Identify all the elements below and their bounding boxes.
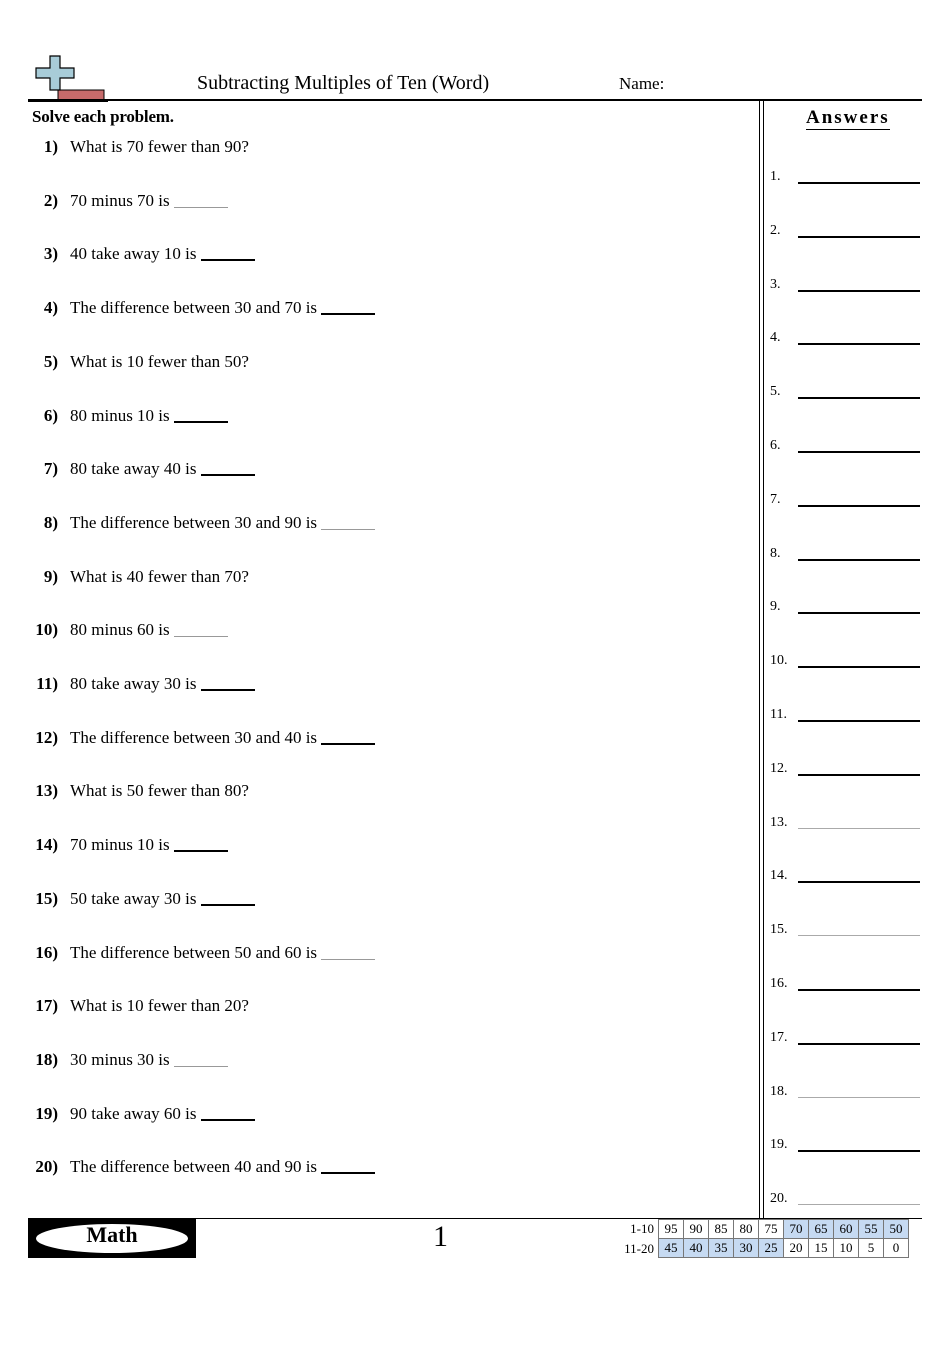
answer-number: 17. xyxy=(770,1029,788,1045)
problem-number: 8) xyxy=(43,512,58,532)
answer-blank[interactable] xyxy=(321,312,375,315)
answer-line[interactable] xyxy=(798,559,920,561)
answer-blank[interactable] xyxy=(321,528,375,530)
problem-text xyxy=(70,298,375,318)
problem-text xyxy=(70,567,249,587)
problem-number: 17) xyxy=(35,996,58,1016)
problem-text xyxy=(70,244,255,264)
answer-blank[interactable] xyxy=(174,420,228,423)
answer-line[interactable] xyxy=(798,343,920,345)
score-row xyxy=(659,1220,909,1239)
answer-blank[interactable] xyxy=(321,742,375,745)
problem-number: 1) xyxy=(43,137,58,156)
score-cell: 30 xyxy=(734,1239,759,1258)
answer-line-item xyxy=(770,330,920,352)
answer-line-item xyxy=(770,492,920,514)
problem-text-content: What is 40 fewer than 70? xyxy=(70,566,249,586)
problem-number: 5) xyxy=(43,351,58,371)
answer-line-item xyxy=(770,868,920,890)
problem-text-content: The difference between 30 and 90 is xyxy=(70,512,318,532)
answer-line-item xyxy=(770,922,920,944)
score-cell: 20 xyxy=(784,1239,809,1258)
answer-line-item xyxy=(770,761,920,783)
problem-text-content: The difference between 30 and 70 is xyxy=(70,298,318,318)
answer-line-item xyxy=(770,1137,920,1159)
problem-number: 13) xyxy=(35,781,58,801)
answer-blank[interactable] xyxy=(174,635,228,637)
instructions: Solve each problem. xyxy=(32,107,174,126)
score-table xyxy=(658,1219,909,1258)
score-cell: 60 xyxy=(834,1220,859,1239)
problem-text xyxy=(70,191,228,211)
problem-text xyxy=(70,1104,255,1124)
problem-text-content: The difference between 40 and 90 is xyxy=(70,1157,318,1177)
answer-number: 8. xyxy=(770,545,781,561)
answer-line[interactable] xyxy=(798,828,920,829)
answer-blank[interactable] xyxy=(321,1171,375,1174)
answer-column-divider xyxy=(759,101,760,1219)
problem-number: 2) xyxy=(43,190,58,210)
answer-number: 13. xyxy=(770,814,788,830)
problem-text xyxy=(70,835,228,855)
problem-text-content: 30 minus 30 is xyxy=(70,1049,170,1069)
answer-blank[interactable] xyxy=(201,473,255,476)
answer-number: 7. xyxy=(770,491,781,507)
answer-number: 4. xyxy=(770,330,781,346)
problem-text-content: 80 minus 60 is xyxy=(70,620,170,640)
problem-text-content: The difference between 50 and 60 is xyxy=(70,942,318,962)
answer-line[interactable] xyxy=(798,612,920,614)
answer-line[interactable] xyxy=(798,451,920,453)
score-cell: 10 xyxy=(834,1239,859,1258)
answer-number: 20. xyxy=(770,1191,788,1207)
score-row-label: 11-20 xyxy=(624,1241,654,1256)
problem-text xyxy=(70,352,249,372)
problem-text xyxy=(70,889,255,909)
answer-line[interactable] xyxy=(798,720,920,722)
problem-text-content: 40 take away 10 is xyxy=(70,244,197,264)
score-row-label: 1-10 xyxy=(630,1221,654,1236)
answer-column-divider-inner xyxy=(763,101,764,1219)
score-row xyxy=(659,1239,909,1258)
answer-line[interactable] xyxy=(798,397,920,399)
score-cell: 25 xyxy=(759,1239,784,1258)
answer-number: 16. xyxy=(770,976,788,991)
score-cell: 55 xyxy=(859,1220,884,1239)
problem-number: 9) xyxy=(43,566,58,586)
answer-blank[interactable] xyxy=(321,958,375,960)
answer-line-item xyxy=(770,438,920,460)
answer-line-item xyxy=(770,1191,920,1213)
problem-text-content: 80 minus 10 is xyxy=(70,405,170,425)
answer-blank[interactable] xyxy=(201,903,255,906)
answer-line[interactable] xyxy=(798,182,920,184)
answer-number: 18. xyxy=(770,1083,788,1099)
problem-text xyxy=(70,996,249,1016)
problem-number: 15) xyxy=(35,888,58,908)
problem-text xyxy=(70,137,249,157)
problem-text xyxy=(70,1050,228,1070)
problem-text-content: 50 take away 30 is xyxy=(70,888,197,908)
answer-blank[interactable] xyxy=(174,206,228,208)
problem-text-content: 80 take away 40 is xyxy=(70,459,197,479)
page-number: 1 xyxy=(433,1220,448,1253)
problem-text-content: What is 70 fewer than 90? xyxy=(70,137,249,156)
problem-text xyxy=(70,406,228,426)
problem-number: 14) xyxy=(35,835,58,855)
problem-text-content: What is 10 fewer than 50? xyxy=(70,351,249,371)
answer-line-item xyxy=(770,277,920,299)
problem-text xyxy=(70,781,249,801)
worksheet-title: Subtracting Multiples of Ten (Word) xyxy=(197,72,490,94)
problem-text-content: What is 50 fewer than 80? xyxy=(70,781,249,801)
problem-text-content: 70 minus 70 is xyxy=(70,190,170,210)
answer-line-item xyxy=(770,707,920,729)
subject-label: Math xyxy=(86,1222,138,1247)
answer-line-item xyxy=(770,976,920,998)
answer-line-item xyxy=(770,169,920,191)
answer-line[interactable] xyxy=(798,989,920,991)
answer-line[interactable] xyxy=(798,1150,920,1152)
answer-number: 14. xyxy=(770,868,788,884)
score-cell: 15 xyxy=(809,1239,834,1258)
answer-number: 3. xyxy=(770,276,781,292)
answer-line[interactable] xyxy=(798,1043,920,1045)
answer-number: 11. xyxy=(770,707,787,722)
answer-line-item xyxy=(770,653,920,675)
answer-line[interactable] xyxy=(798,935,920,936)
answer-number: 2. xyxy=(770,222,781,238)
problem-text-content: The difference between 30 and 40 is xyxy=(70,727,318,747)
answer-line[interactable] xyxy=(798,505,920,507)
problem-number: 18) xyxy=(35,1049,58,1069)
problem-text xyxy=(70,674,255,694)
problem-text-content: 90 take away 60 is xyxy=(70,1103,197,1123)
problem-text xyxy=(70,459,255,479)
score-cell: 5 xyxy=(859,1239,884,1258)
worksheet-logo-icon xyxy=(28,54,108,102)
answer-line-item xyxy=(770,599,920,621)
problem-text-content: 80 take away 30 is xyxy=(70,674,197,693)
score-cell: 40 xyxy=(684,1239,709,1258)
score-cell: 65 xyxy=(809,1220,834,1239)
problem-number: 16) xyxy=(35,942,58,962)
problem-number: 20) xyxy=(35,1157,58,1177)
answer-line[interactable] xyxy=(798,1097,920,1098)
answer-number: 9. xyxy=(770,599,781,615)
score-cell: 95 xyxy=(659,1220,684,1239)
score-cell: 35 xyxy=(709,1239,734,1258)
score-cell: 50 xyxy=(884,1220,909,1239)
score-cell: 45 xyxy=(659,1239,684,1258)
problem-number: 12) xyxy=(35,727,58,747)
answer-line-item xyxy=(770,1084,920,1106)
answer-line[interactable] xyxy=(798,774,920,776)
problem-number: 3) xyxy=(43,244,58,264)
problem-text-content: What is 10 fewer than 20? xyxy=(70,996,249,1016)
answer-blank[interactable] xyxy=(174,1065,228,1067)
problem-text xyxy=(70,1157,375,1177)
answer-line-item xyxy=(770,1030,920,1052)
problem-number: 11) xyxy=(36,674,58,693)
problem-text xyxy=(70,513,375,533)
problem-number: 19) xyxy=(35,1103,58,1123)
score-cell: 0 xyxy=(884,1239,909,1258)
answer-number: 19. xyxy=(770,1137,788,1153)
problem-text xyxy=(70,728,375,748)
answer-number: 1. xyxy=(770,169,781,184)
answer-number: 10. xyxy=(770,653,788,669)
problem-text-content: 70 minus 10 is xyxy=(70,835,170,855)
answer-number: 5. xyxy=(770,384,781,400)
problem-text xyxy=(70,620,228,640)
problem-text xyxy=(70,943,375,963)
answer-line[interactable] xyxy=(798,290,920,292)
answer-blank[interactable] xyxy=(201,258,255,261)
score-cell: 75 xyxy=(759,1220,784,1239)
answer-blank[interactable] xyxy=(201,688,255,691)
answers-heading: Answers xyxy=(806,107,890,128)
answer-line-item xyxy=(770,223,920,245)
subject-badge xyxy=(28,1219,196,1258)
header-divider xyxy=(28,99,922,101)
problem-number: 6) xyxy=(43,405,58,425)
answer-blank[interactable] xyxy=(201,1118,255,1121)
answer-number: 12. xyxy=(770,760,788,776)
name-label: Name: xyxy=(619,74,665,93)
score-cell: 85 xyxy=(709,1220,734,1239)
score-cell: 70 xyxy=(784,1220,809,1239)
score-row-labels xyxy=(612,1219,654,1259)
answer-line[interactable] xyxy=(798,666,920,668)
answer-line[interactable] xyxy=(798,881,920,883)
answer-line[interactable] xyxy=(798,1204,920,1205)
answer-line[interactable] xyxy=(798,236,920,238)
score-cell: 80 xyxy=(734,1220,759,1239)
score-cell: 90 xyxy=(684,1220,709,1239)
answer-number: 15. xyxy=(770,922,788,938)
answer-number: 6. xyxy=(770,438,781,453)
problem-number: 10) xyxy=(35,620,58,640)
problem-number: 4) xyxy=(43,298,58,318)
answer-line-item xyxy=(770,384,920,406)
answer-blank[interactable] xyxy=(174,849,228,852)
answer-line-item xyxy=(770,815,920,837)
answer-line-item xyxy=(770,546,920,568)
problem-number: 7) xyxy=(43,459,58,479)
